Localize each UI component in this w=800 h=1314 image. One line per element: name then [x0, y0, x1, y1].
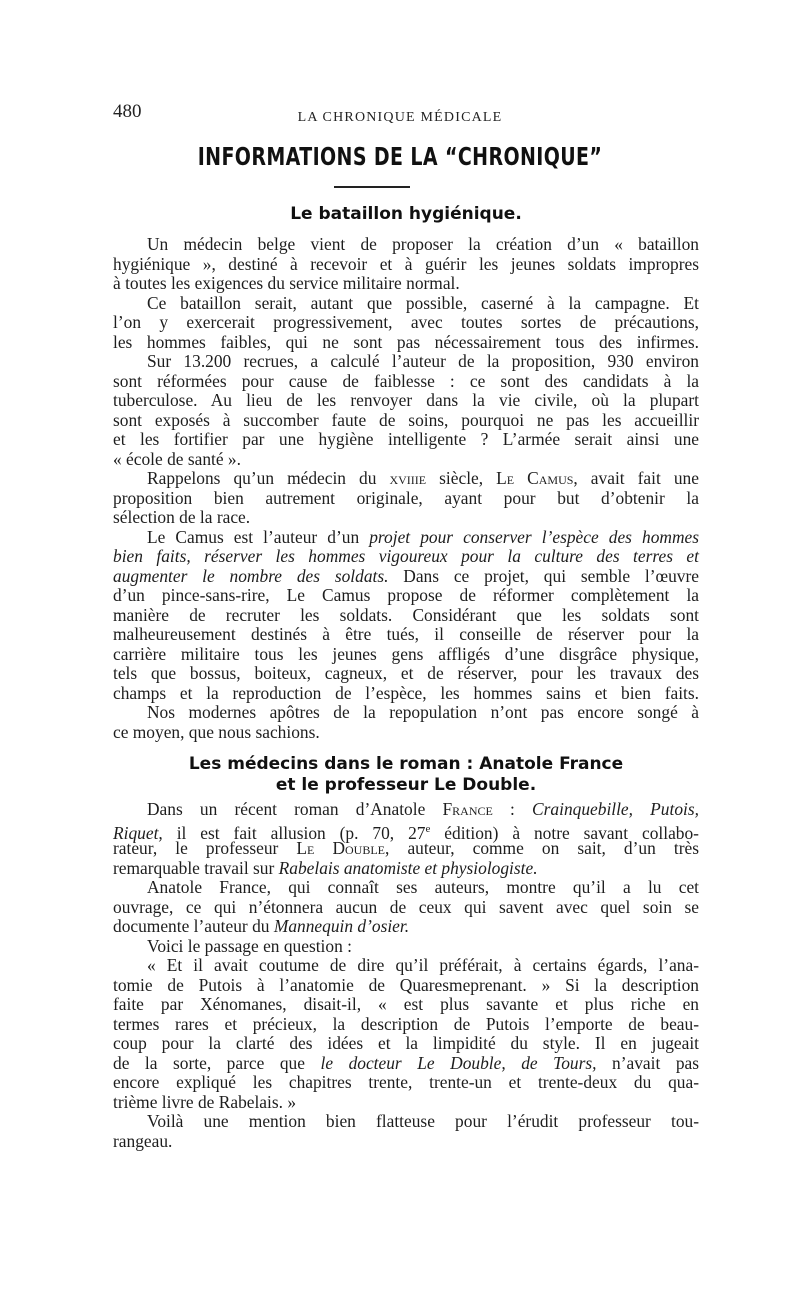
text-line: tels que bossus, boiteux, cagneux, et de réserver, pour les travaux des — [113, 663, 699, 683]
running-title: LA CHRONIQUE MÉDICALE — [297, 110, 503, 125]
text-line: documente l’auteur du Mannequin d’osier. — [113, 916, 410, 936]
text-line: sélection de la race. — [113, 507, 251, 527]
text-line: de la sorte, parce que le docteur Le Double, de Tours, n’avait pas — [113, 1052, 700, 1073]
text-line: Dans un récent roman d’Anatole France : Crainquebille, Putois, — [147, 799, 699, 819]
article-body-2 — [113, 800, 699, 1151]
text-line: ouvrage, ce qui n’étonnera aucun de ceux qui savent avec quel soin se — [113, 896, 699, 917]
text-line: remarquable travail sur Rabelais anatomiste et physiologiste. — [113, 857, 538, 878]
text-line: carrière militaire tous les jeunes gens affligés d’une disgrâce physique, — [113, 643, 699, 664]
text-line: à toutes les exigences du service militaire normal. — [113, 273, 460, 293]
text-line: Sur 13.200 recrues, a calculé l’auteur de la proposition, 930 environ — [147, 351, 699, 371]
text-line: manière de recruter les soldats. Considérant que les soldats sont — [113, 604, 699, 625]
main-title: INFORMATIONS DE LA “CHRONIQUE” — [197, 142, 603, 171]
page-number: 480 — [113, 101, 142, 122]
text-line: Un médecin belge vient de proposer la création d’un « bataillon — [147, 234, 699, 254]
text-line: coup pour la clarté des idées et la limpidité du style. Il en jugeait — [113, 1033, 699, 1053]
text-line: Riquet, il est fait allusion (p. 70, 27e édition) à notre savant collabo- — [113, 822, 699, 843]
text-line: l’on y exercerait progressivement, avec toutes sortes de précautions, — [113, 312, 699, 332]
section2-title: Les médecins dans le roman : Anatole France et le professeur Le Double. — [188, 754, 624, 795]
text-line: Rappelons qu’un médecin du xviiie siècle, Le Camus, avait fait une — [147, 468, 699, 488]
text-line: Voilà une mention bien flatteuse pour l’érudit professeur tou- — [147, 1111, 699, 1131]
text-line: rangeau. — [113, 1130, 173, 1151]
text-line: tuberculose. Au lieu de les renvoyer dans la vie civile, où la plupart — [113, 390, 699, 410]
text-line: « Et il avait coutume de dire qu’il préférait, à certains égards, l’ana- — [147, 955, 699, 975]
text-line: champs et la reproduction de l’espèce, les hommes sains et bien faits. — [113, 682, 699, 703]
text-line: rateur, le professeur Le Double, auteur, comme on sait, d’un très — [113, 838, 699, 858]
text-line: trième livre de Rabelais. » — [113, 1091, 297, 1112]
text-line: Voici le passage en question : — [147, 935, 352, 956]
text-line: Anatole France, qui connaît ses auteurs, montre qu’il a lu cet — [147, 877, 699, 897]
text-line: d’un pince-sans-rire, Le Camus propose de réformer complètement la — [113, 585, 699, 605]
text-line: et les fortifier par une hygiène intelligente ? L’armée serait ainsi une — [113, 429, 699, 449]
text-line: encore expliqué les chapitres trente, trente-un et trente-deux du qua- — [113, 1072, 699, 1092]
text-line: Nos modernes apôtres de la repopulation n’ont pas encore songé à — [147, 702, 699, 722]
text-line: Ce bataillon serait, autant que possible, caserné à la campagne. Et — [147, 292, 699, 313]
title-rule — [334, 186, 410, 188]
text-line: sont réformées pour cause de faiblesse : ce sont des candidats à la — [113, 370, 699, 391]
text-line: les hommes faibles, qui ne sont pas nécessairement tous des infirmes. — [113, 331, 699, 352]
text-line: faite par Xénomanes, disait-il, « est plus savante et plus riche en — [113, 994, 699, 1014]
text-line: augmenter le nombre des soldats. Dans ce projet, qui semble l’œuvre — [113, 565, 699, 586]
text-line: tomie de Putois à l’anatomie de Quaresmeprenant. » Si la description — [113, 974, 699, 995]
text-line: ce moyen, que nous sachions. — [113, 721, 320, 742]
text-line: bien faits, réserver les hommes vigoureux pour la culture des terres et — [113, 546, 699, 566]
text-line: « école de santé ». — [113, 448, 241, 469]
text-line: malheureusement destinés à être tués, il conseille de réserver pour la — [113, 624, 699, 644]
text-line: hygiénique », destiné à recevoir et à guérir les jeunes soldats impropres — [113, 253, 699, 274]
section1-title: Le bataillon hygiénique. — [290, 204, 522, 224]
article-body — [113, 235, 699, 742]
text-line: sont exposés à succomber faute de soins, pourquoi ne pas les accueillir — [113, 409, 699, 430]
text-line: Le Camus est l’auteur d’un projet pour conserver l’espèce des hommes — [147, 526, 699, 547]
text-line: termes rares et précieux, la description de Putois l’emporte de beau- — [113, 1013, 699, 1034]
text-line: proposition bien autrement originale, ayant pour but d’obtenir la — [113, 487, 699, 508]
